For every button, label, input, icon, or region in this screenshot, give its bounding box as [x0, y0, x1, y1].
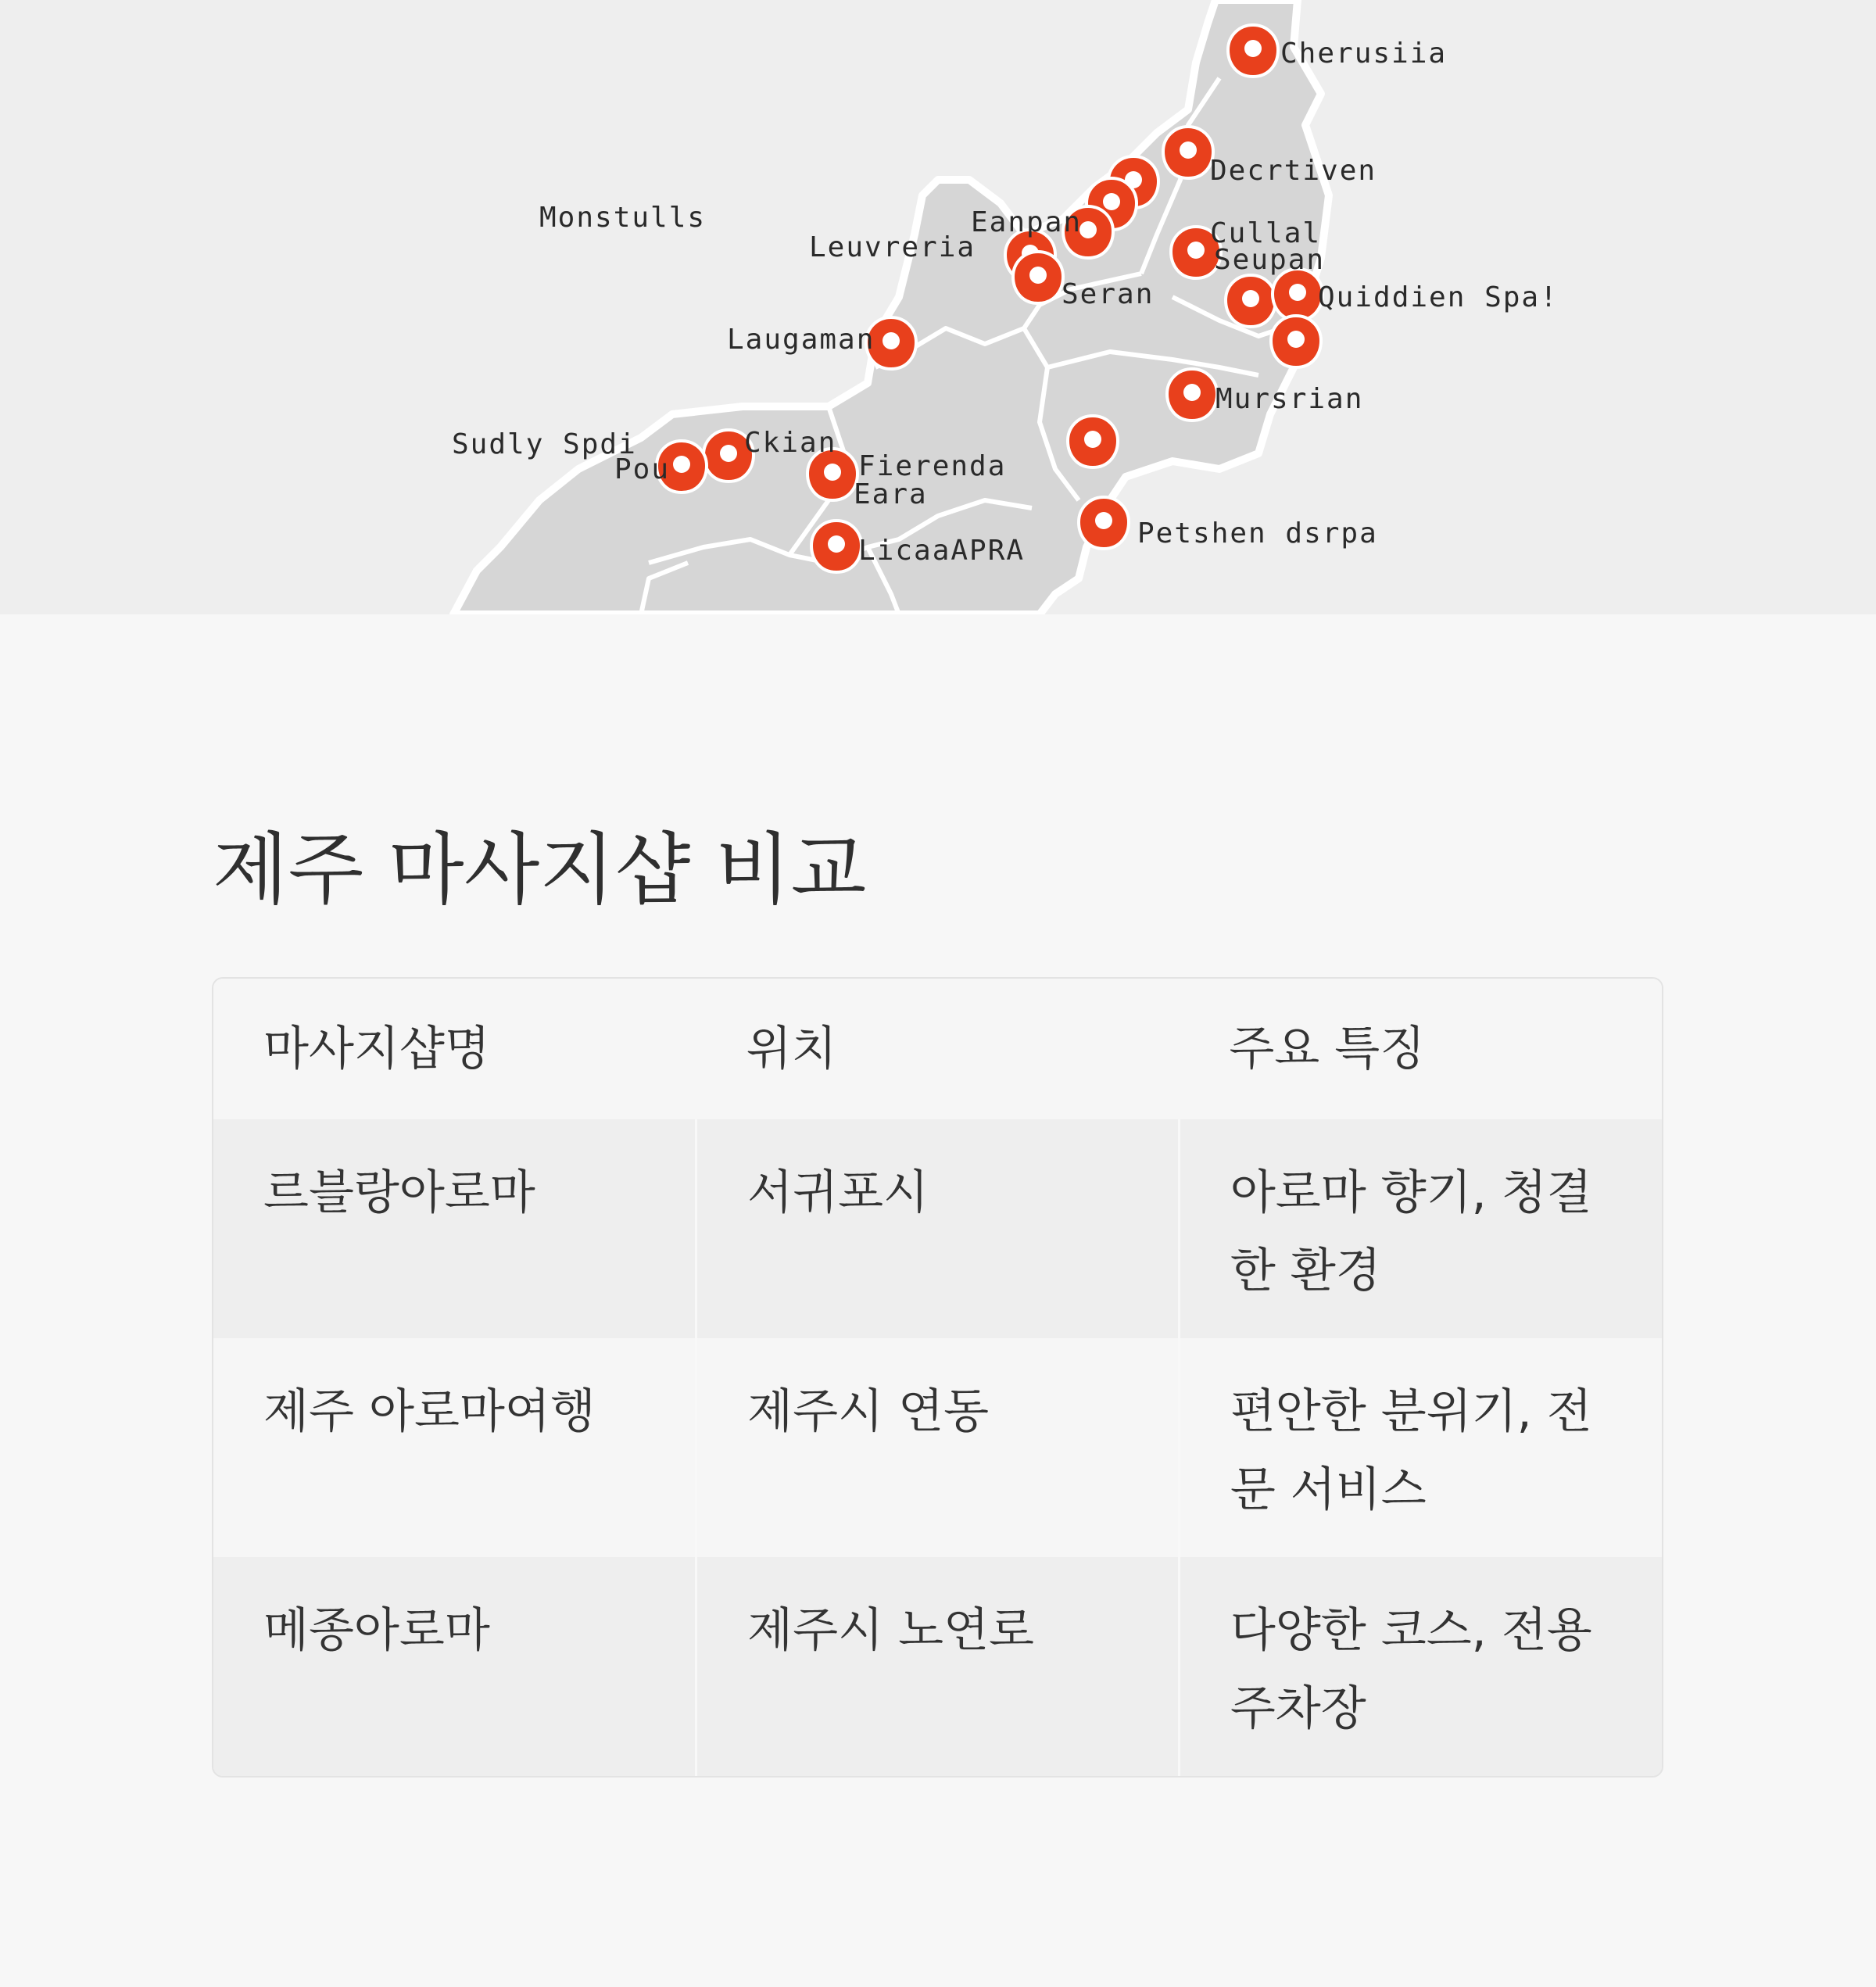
comparison-table — [212, 977, 1663, 1778]
cell-location: 제주시 연동 — [696, 1338, 1180, 1557]
table-header-row — [213, 979, 1662, 1119]
map-label-licaa: LicaaAPRA — [858, 535, 1026, 567]
page-title: 제주 마사지샵 비교 — [213, 824, 867, 915]
map-label-ckian: Ckian — [744, 427, 837, 459]
map-label-laugaman: Laugaman — [727, 324, 875, 356]
cell-features: 편안한 분위기, 전문 서비스 — [1179, 1338, 1662, 1557]
column-header-location: 위치 — [696, 979, 1180, 1119]
map-label-leuvreria: Leuvreria — [809, 231, 976, 263]
map-label-pou: Pou — [614, 453, 671, 485]
map-label-seran: Seran — [1062, 278, 1155, 310]
cell-location: 서귀포시 — [696, 1119, 1180, 1338]
cell-name: 제주 아로마여행 — [213, 1338, 696, 1557]
cell-location: 제주시 노연로 — [696, 1557, 1180, 1776]
map-label-eanpan: Eanpan — [971, 206, 1083, 238]
map-label-cullal: Cullal — [1210, 217, 1322, 249]
table-row — [213, 1338, 1662, 1557]
map-label-sudly: Sudly Spdi — [452, 428, 637, 460]
map-image — [0, 0, 1876, 614]
map-label-eara: Eara — [854, 478, 928, 510]
map-label-quiddien: Quiddien Spa! — [1318, 281, 1559, 313]
map-label-mursrian: Mursrian — [1215, 383, 1364, 415]
region-map — [0, 0, 1876, 614]
map-label-monstulls: Monstulls — [539, 202, 707, 234]
table-row — [213, 1119, 1662, 1338]
map-label-seupan: Seupan — [1214, 244, 1326, 276]
table-row — [213, 1557, 1662, 1776]
column-header-features: 주요 특징 — [1179, 979, 1662, 1119]
cell-features: 아로마 향기, 청결한 환경 — [1179, 1119, 1662, 1338]
map-label-petshen: Petshen dsrpa — [1137, 517, 1378, 550]
column-header-name: 마사지샵명 — [213, 979, 696, 1119]
cell-name: 르블랑아로마 — [213, 1119, 696, 1338]
map-label-fierenda: Fierenda — [858, 450, 1007, 482]
map-label-decrtiven: Decrtiven — [1210, 155, 1377, 187]
map-label-cherusia: Cherusiia — [1280, 38, 1448, 70]
cell-name: 메종아로마 — [213, 1557, 696, 1776]
cell-features: 다양한 코스, 전용 주차장 — [1179, 1557, 1662, 1776]
